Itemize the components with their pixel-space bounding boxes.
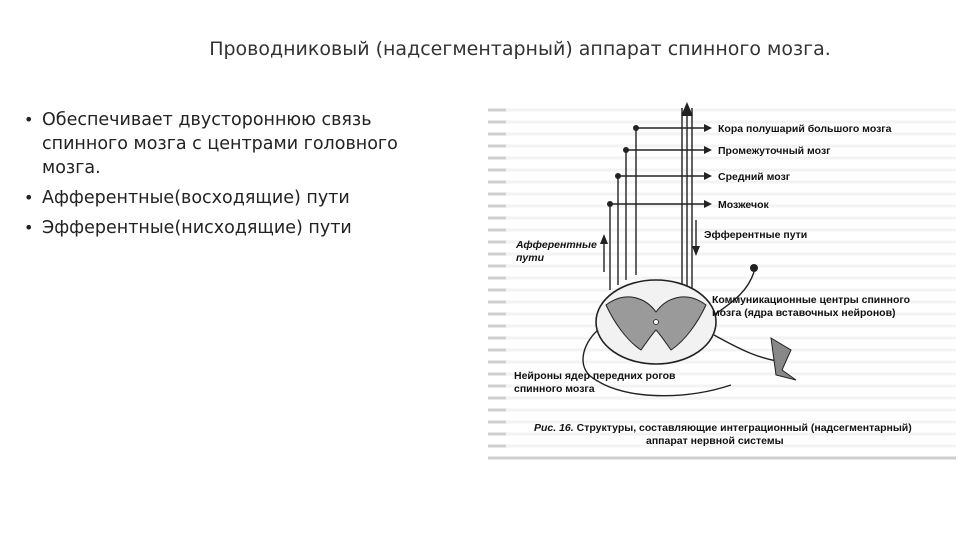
bullet-item [24,216,444,240]
bullet-item [24,108,444,180]
label-afferent-line1: Афферентные [516,239,597,251]
label-comm-line1: Коммуникационные центры спинного [712,294,911,306]
bullet-text: Афферентные(восходящие) пути [42,188,350,208]
label-cerebellum: Мозжечок [718,199,769,211]
bullet-text: Обеспечивает двустороннюю связь спинного мозга с центрами головного мозга. [42,110,398,178]
label-cortex: Кора полушарий большого мозга [718,123,892,135]
figure-caption-line1 [534,422,912,434]
bullet-text: Эфферентные(нисходящие) пути [42,218,352,238]
spinal-cord-diagram [486,100,960,465]
bullet-list [24,108,444,246]
bullet-dot-icon: • [24,110,34,129]
label-efferent: Эфферентные пути [704,229,808,241]
label-midbrain: Средний мозг [718,171,791,183]
label-diencephalon: Промежуточный мозг [718,145,831,157]
label-neurons-line2: спинного мозга [514,383,595,395]
figure-caption-line2: аппарат нервной системы [646,435,784,447]
label-comm-line2: мозга (ядра вставочных нейронов) [712,307,896,319]
bullet-dot-icon: • [24,188,34,207]
figure-caption-prefix: Рис. 16. [534,422,574,434]
slide-title: Проводниковый (надсегментарный) аппарат спинного мозга. [209,38,831,60]
label-neurons-line1: Нейроны ядер передних рогов [514,370,676,382]
label-afferent-line2: пути [516,252,545,264]
bullet-item [24,186,444,210]
figure-caption-text1: Структуры, составляющие интеграционный (надсегментарный) [576,422,912,434]
bullet-dot-icon: • [24,218,34,237]
spinal-cord-figure [486,100,960,465]
